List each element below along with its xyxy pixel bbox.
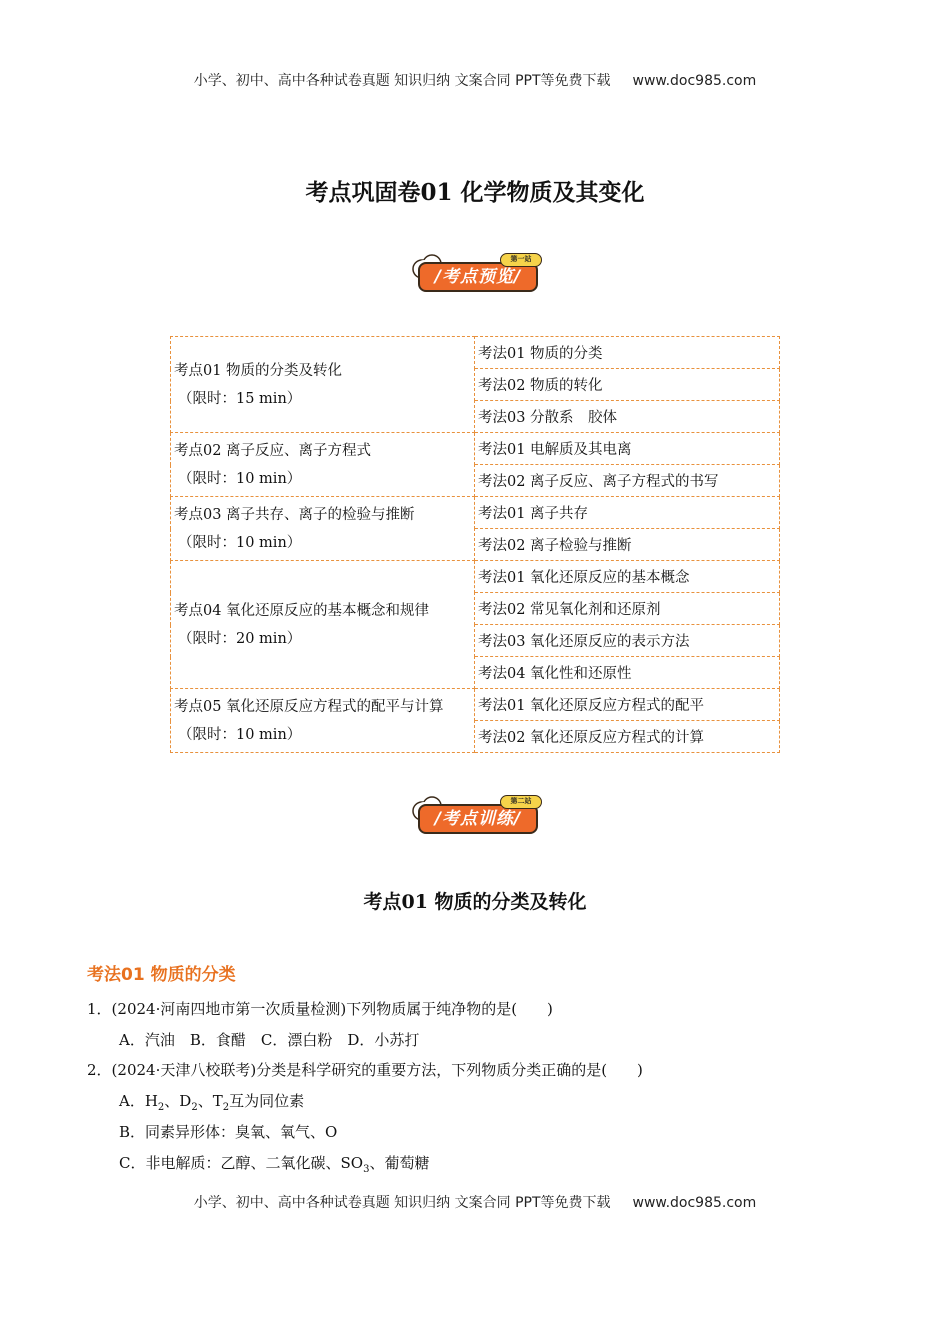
header-text: 小学、初中、高中各种试卷真题 知识归纳 文案合同 PPT等免费下载 (193, 73, 611, 89)
toc-row (171, 337, 780, 369)
toc-method: 考法01 离子共存 (475, 497, 780, 529)
toc-row (171, 433, 780, 465)
opt-text: 、T (197, 1092, 223, 1110)
toc-point: 考点04 氧化还原反应的基本概念和规律 (174, 602, 430, 619)
training-badge (410, 795, 542, 837)
opt-text: 、D (164, 1092, 192, 1110)
question-2-option-c (119, 1152, 429, 1175)
preview-label: /考点预览/ (418, 262, 538, 292)
toc-method: 考法04 氧化性和还原性 (475, 657, 780, 689)
question-1-stem: 1．(2024·河南四地市第一次质量检测)下列物质属于纯净物的是( ) (87, 1000, 553, 1018)
subscript: 3 (363, 1164, 370, 1175)
preview-badge (410, 253, 542, 295)
toc-limit: （限时：10 min） (178, 534, 302, 551)
toc-method: 考法01 氧化还原反应的基本概念 (475, 561, 780, 593)
toc-method: 考法03 分散系 胶体 (475, 401, 780, 433)
toc-method: 考法01 电解质及其电离 (475, 433, 780, 465)
toc-row (171, 689, 780, 721)
toc-method: 考法02 物质的转化 (475, 369, 780, 401)
toc-method: 考法02 常见氧化剂和还原剂 (475, 593, 780, 625)
page-title: 考点巩固卷01 化学物质及其变化 (305, 179, 645, 206)
toc-method: 考法03 氧化还原反应的表示方法 (475, 625, 780, 657)
training-tag: 第二站 (500, 795, 542, 809)
toc-point-cell (171, 689, 475, 753)
toc-point-cell (171, 433, 475, 497)
question-2-stem: 2．(2024·天津八校联考)分类是科学研究的重要方法，下列物质分类正确的是( ) (87, 1061, 643, 1079)
footer-text: 小学、初中、高中各种试卷真题 知识归纳 文案合同 PPT等免费下载 (193, 1195, 611, 1211)
section-title: 考点01 物质的分类及转化 (363, 891, 587, 913)
toc-method: 考法02 离子反应、离子方程式的书写 (475, 465, 780, 497)
toc-point: 考点05 氧化还原反应方程式的配平与计算 (174, 698, 444, 715)
opt-text: 、葡萄糖 (369, 1154, 430, 1172)
toc-point-cell (171, 337, 475, 433)
subscript: 2 (222, 1102, 230, 1113)
toc-limit: （限时：20 min） (178, 630, 302, 647)
toc-point-cell (171, 497, 475, 561)
toc-method: 考法01 氧化还原反应方程式的配平 (475, 689, 780, 721)
toc-point: 考点02 离子反应、离子方程式 (174, 442, 372, 459)
toc-method: 考法02 离子检验与推断 (475, 529, 780, 561)
toc-method: 考法02 氧化还原反应方程式的计算 (475, 721, 780, 753)
footer-site[interactable]: www.doc985.com (632, 1195, 757, 1211)
toc-point-cell (171, 561, 475, 689)
toc-limit: （限时：15 min） (178, 390, 302, 407)
page-header (0, 70, 950, 90)
question-2-option-a (119, 1090, 304, 1113)
subscript: 2 (157, 1102, 165, 1113)
toc-limit: （限时：10 min） (178, 470, 302, 487)
toc-row (171, 497, 780, 529)
opt-text: A．H (119, 1092, 158, 1110)
toc-point: 考点01 物质的分类及转化 (174, 362, 343, 379)
opt-text: 互为同位素 (229, 1092, 305, 1110)
header-site[interactable]: www.doc985.com (632, 73, 757, 89)
toc-table (170, 336, 780, 753)
toc-limit: （限时：10 min） (178, 726, 302, 743)
question-1-options: A．汽油 B．食醋 C．漂白粉 D．小苏打 (119, 1031, 420, 1049)
subsection-title: 考法01 物质的分类 (87, 965, 236, 985)
toc-method: 考法01 物质的分类 (475, 337, 780, 369)
training-label: /考点训练/ (418, 804, 538, 834)
opt-text: C．非电解质：乙醇、二氧化碳、SO (119, 1154, 364, 1172)
subscript: 2 (191, 1102, 198, 1113)
question-2-option-b: B．同素异形体：臭氧、氧气、O (119, 1123, 338, 1141)
toc-row (171, 561, 780, 593)
toc-point: 考点03 离子共存、离子的检验与推断 (174, 506, 415, 523)
preview-tag: 第一站 (500, 253, 542, 267)
page-footer (0, 1192, 950, 1212)
